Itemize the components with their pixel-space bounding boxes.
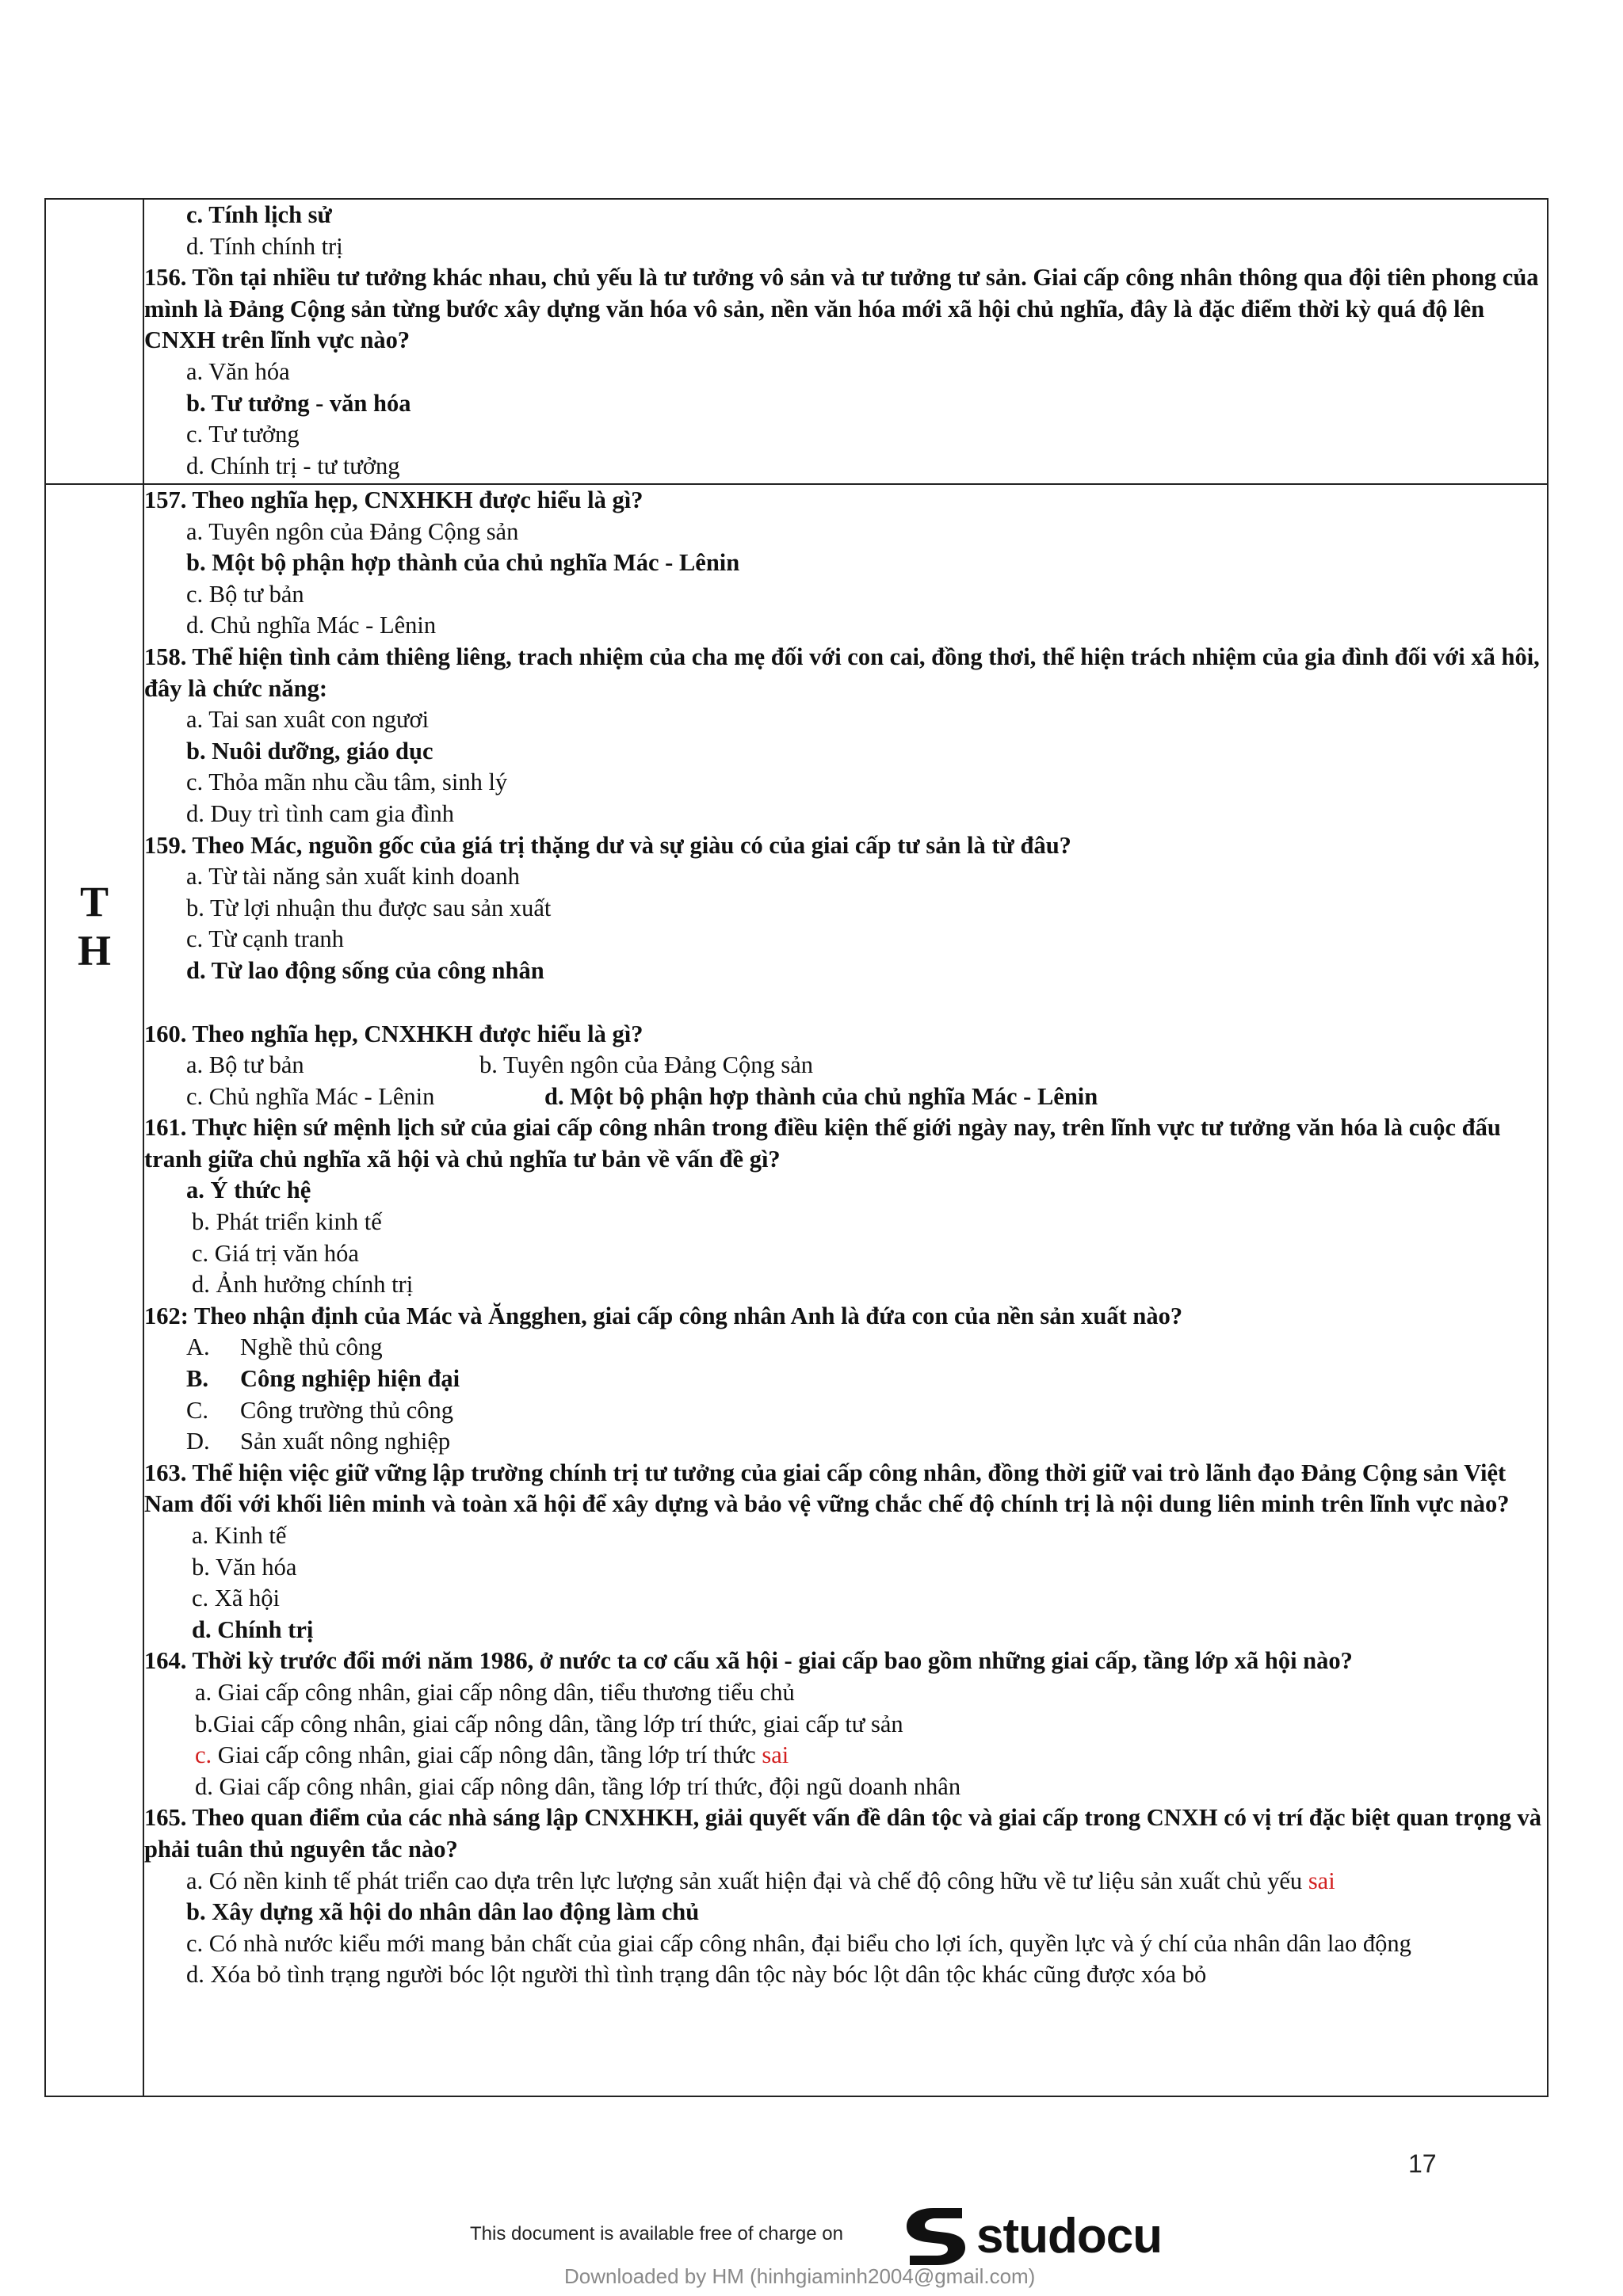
side-cell (45, 484, 143, 2096)
q160-option-a: a. Bộ tư bản (186, 1051, 304, 1079)
q165-option-a (144, 1866, 1547, 1897)
studocu-wordmark: studocu (976, 2208, 1163, 2264)
q162-option-b (144, 1363, 1547, 1395)
studocu-logo-icon (902, 2205, 970, 2267)
content-cell-top (143, 199, 1548, 484)
q162-option-d (144, 1426, 1547, 1458)
q165-option-b: b. Xây dựng xã hội do nhân dân lao động làm chủ (186, 1898, 700, 1926)
q157-question: 157. Theo nghĩa hẹp, CNXHKH được hiểu là gì? (144, 486, 643, 513)
q160-options-row1 (144, 1050, 1547, 1081)
footer-available-text[interactable]: This document is available free of charge on (470, 2223, 843, 2245)
q163-option-d: d. Chính trị (192, 1615, 314, 1643)
q165-option-c: c. Có nhà nước kiểu mới mang bản chất của giai cấp công nhân, đại biểu cho lợi ích, quyền lực và ý chí của nhân dân lao động (186, 1929, 1411, 1957)
q159-option-d: d. Từ lao động sống của công nhân (186, 956, 544, 984)
q157-option-a: a. Tuyên ngôn của Đảng Cộng sản (186, 517, 519, 545)
q161-option-d: d. Ảnh hưởng chính trị (192, 1271, 414, 1299)
q162-option-d-mark: D. (186, 1428, 210, 1455)
q156-option-a: a. Văn hóa (186, 357, 290, 385)
q157-option-c: c. Bộ tư bản (186, 580, 304, 608)
side-label-letter: T (79, 878, 109, 925)
q162-question-text: : Theo nhận định của Mác và Ăngghen, giai cấp công nhân Anh là đứa con của nền sản xuất nào? (180, 1302, 1183, 1329)
q165-option-a-text: a. Có nền kinh tế phát triển cao dựa trên lực lượng sản xuất hiện đại và chế độ công hữu về tư liệu sản xuất chủ yếu (186, 1867, 1308, 1894)
q164-option-b: b.Giai cấp công nhân, giai cấp nông dân, tầng lớp trí thức, giai cấp tư sản (195, 1710, 903, 1737)
q162-option-c-text: Công trường thủ công (240, 1396, 454, 1424)
q155-option-d: d. Tính chính trị (186, 232, 343, 260)
q157-option-b: b. Một bộ phận hợp thành của chủ nghĩa Mác - Lênin (186, 549, 740, 577)
q162-option-c (144, 1395, 1547, 1427)
q155-option-c: c. Tính lịch sử (186, 201, 332, 228)
q159-option-a: a. Từ tài năng sản xuất kinh doanh (186, 863, 520, 891)
q163-option-b: b. Văn hóa (192, 1553, 297, 1581)
q162-option-a-mark: A. (186, 1333, 210, 1361)
spacer (144, 987, 1547, 1019)
q164-option-c-note: sai (762, 1741, 789, 1769)
q158-option-b: b. Nuôi dưỡng, giáo dục (186, 737, 433, 765)
table-row (45, 199, 1548, 484)
q162-number: 162 (144, 1302, 181, 1329)
q162-option-a (144, 1332, 1547, 1363)
q160-options-row2 (144, 1081, 1547, 1113)
q158-option-a: a. Tai san xuât con ngươi (186, 706, 430, 734)
q156-question: 156. Tồn tại nhiều tư tưởng khác nhau, chủ yếu là tư tưởng vô sản và tư tưởng tư sản. Giai cấp công nhân thông qua đội tiên phong của mình là Đảng Cộng sản từng bước xây dựng văn hóa vô sản, nền văn hóa mới xã hội chủ nghĩa, đây là đặc điểm thời kỳ quá độ lên CNXH trên lĩnh vực nào? (144, 264, 1539, 354)
q164-option-c-text: Giai cấp công nhân, giai cấp nông dân, tầng lớp trí thức (212, 1741, 762, 1769)
q160-option-b: b. Tuyên ngôn của Đảng Cộng sản (479, 1051, 814, 1079)
q162-question (144, 1301, 1547, 1333)
q160-question: 160. Theo nghĩa hẹp, CNXHKH được hiểu là gì? (144, 1020, 643, 1047)
q163-option-a: a. Kinh tế (192, 1522, 287, 1549)
q163-question: 163. Thể hiện việc giữ vững lập trường chính trị tư tưởng của giai cấp công nhân, đồng thời giữ vai trò lãnh đạo Đảng Cộng sản Việt Nam đối với khối liên minh và toàn xã hội để xây dựng và bảo vệ vững chắc chế độ chính trị là nội dung liên minh trên lĩnh vực nào? (144, 1459, 1510, 1518)
q158-question: 158. Thể hiện tình cảm thiêng liêng, trach nhiệm của cha mẹ đối với con cai, đồng thơi, thể hiện trách nhiệm của gia đình đối với xã hôi, đây là chức năng: (144, 643, 1540, 702)
q158-option-d: d. Duy trì tình cam gia đình (186, 799, 454, 827)
q159-question: 159. Theo Mác, nguồn gốc của giá trị thặng dư và sự giàu có của giai cấp tư sản là từ đâu? (144, 831, 1071, 859)
q164-question: 164. Thời kỳ trước đổi mới năm 1986, ở nước ta cơ cấu xã hội - giai cấp bao gồm những giai cấp, tầng lớp xã hội nào? (144, 1647, 1353, 1675)
q162-option-b-text: Công nghiệp hiện đại (240, 1365, 460, 1393)
table-row (45, 484, 1548, 2096)
q164-option-c (144, 1740, 1547, 1772)
studocu-logo[interactable] (902, 2204, 1162, 2267)
q156-option-c: c. Tư tưởng (186, 421, 300, 448)
q164-option-a: a. Giai cấp công nhân, giai cấp nông dân, tiểu thương tiểu chủ (195, 1678, 795, 1706)
q161-option-c: c. Giá trị văn hóa (192, 1239, 359, 1267)
content-cell-main (143, 484, 1548, 2096)
side-label-letter: H (77, 927, 111, 974)
side-cell-empty (45, 199, 143, 484)
q162-option-b-mark: B. (186, 1365, 208, 1393)
q165-option-a-note: sai (1308, 1867, 1335, 1894)
question-table (44, 198, 1549, 2097)
q158-option-c: c. Thỏa mãn nhu cầu tâm, sinh lý (186, 769, 508, 796)
q162-option-d-text: Sản xuất nông nghiệp (240, 1428, 451, 1455)
q157-option-d: d. Chủ nghĩa Mác - Lênin (186, 612, 437, 639)
q162-option-a-text: Nghề thủ công (240, 1333, 383, 1361)
side-label (46, 877, 143, 975)
q164-option-c-mark: c. (195, 1741, 212, 1769)
q156-option-d: d. Chính trị - tư tưởng (186, 452, 400, 479)
q159-option-c: c. Từ cạnh tranh (186, 925, 344, 953)
q161-option-a: a. Ý thức hệ (186, 1177, 311, 1204)
q164-option-d: d. Giai cấp công nhân, giai cấp nông dân, tầng lớp trí thức, đội ngũ doanh nhân (195, 1772, 961, 1800)
q163-option-c: c. Xã hội (192, 1585, 280, 1612)
downloaded-by-text: Downloaded by HM (hinhgiaminh2004@gmail.com) (564, 2264, 1036, 2288)
q165-question: 165. Theo quan điểm của các nhà sáng lập CNXHKH, giải quyết vấn đề dân tộc và giai cấp trong CNXH có vị trí đặc biệt quan trọng và phải tuân thủ nguyên tắc nào? (144, 1804, 1541, 1863)
q165-option-d: d. Xóa bỏ tình trạng người bóc lột người thì tình trạng dân tộc này bóc lột dân tộc khác cũng được xóa bỏ (186, 1961, 1207, 1989)
q161-question: 161. Thực hiện sứ mệnh lịch sử của giai cấp công nhân trong điều kiện thế giới ngày nay, trên lĩnh vực tư tưởng văn hóa là cuộc đấu tranh giữa chủ nghĩa xã hội và chủ nghĩa tư bản về vấn đề gì? (144, 1114, 1501, 1173)
q156-option-b: b. Tư tưởng - văn hóa (186, 389, 411, 417)
q161-option-b: b. Phát triển kinh tế (192, 1208, 382, 1236)
page-number: 17 (1408, 2149, 1437, 2178)
q159-option-b: b. Từ lợi nhuận thu được sau sản xuất (186, 894, 552, 921)
q160-option-c: c. Chủ nghĩa Mác - Lênin (186, 1082, 435, 1110)
q160-option-d: d. Một bộ phận hợp thành của chủ nghĩa Mác - Lênin (544, 1082, 1098, 1110)
q162-option-c-mark: C. (186, 1396, 208, 1424)
